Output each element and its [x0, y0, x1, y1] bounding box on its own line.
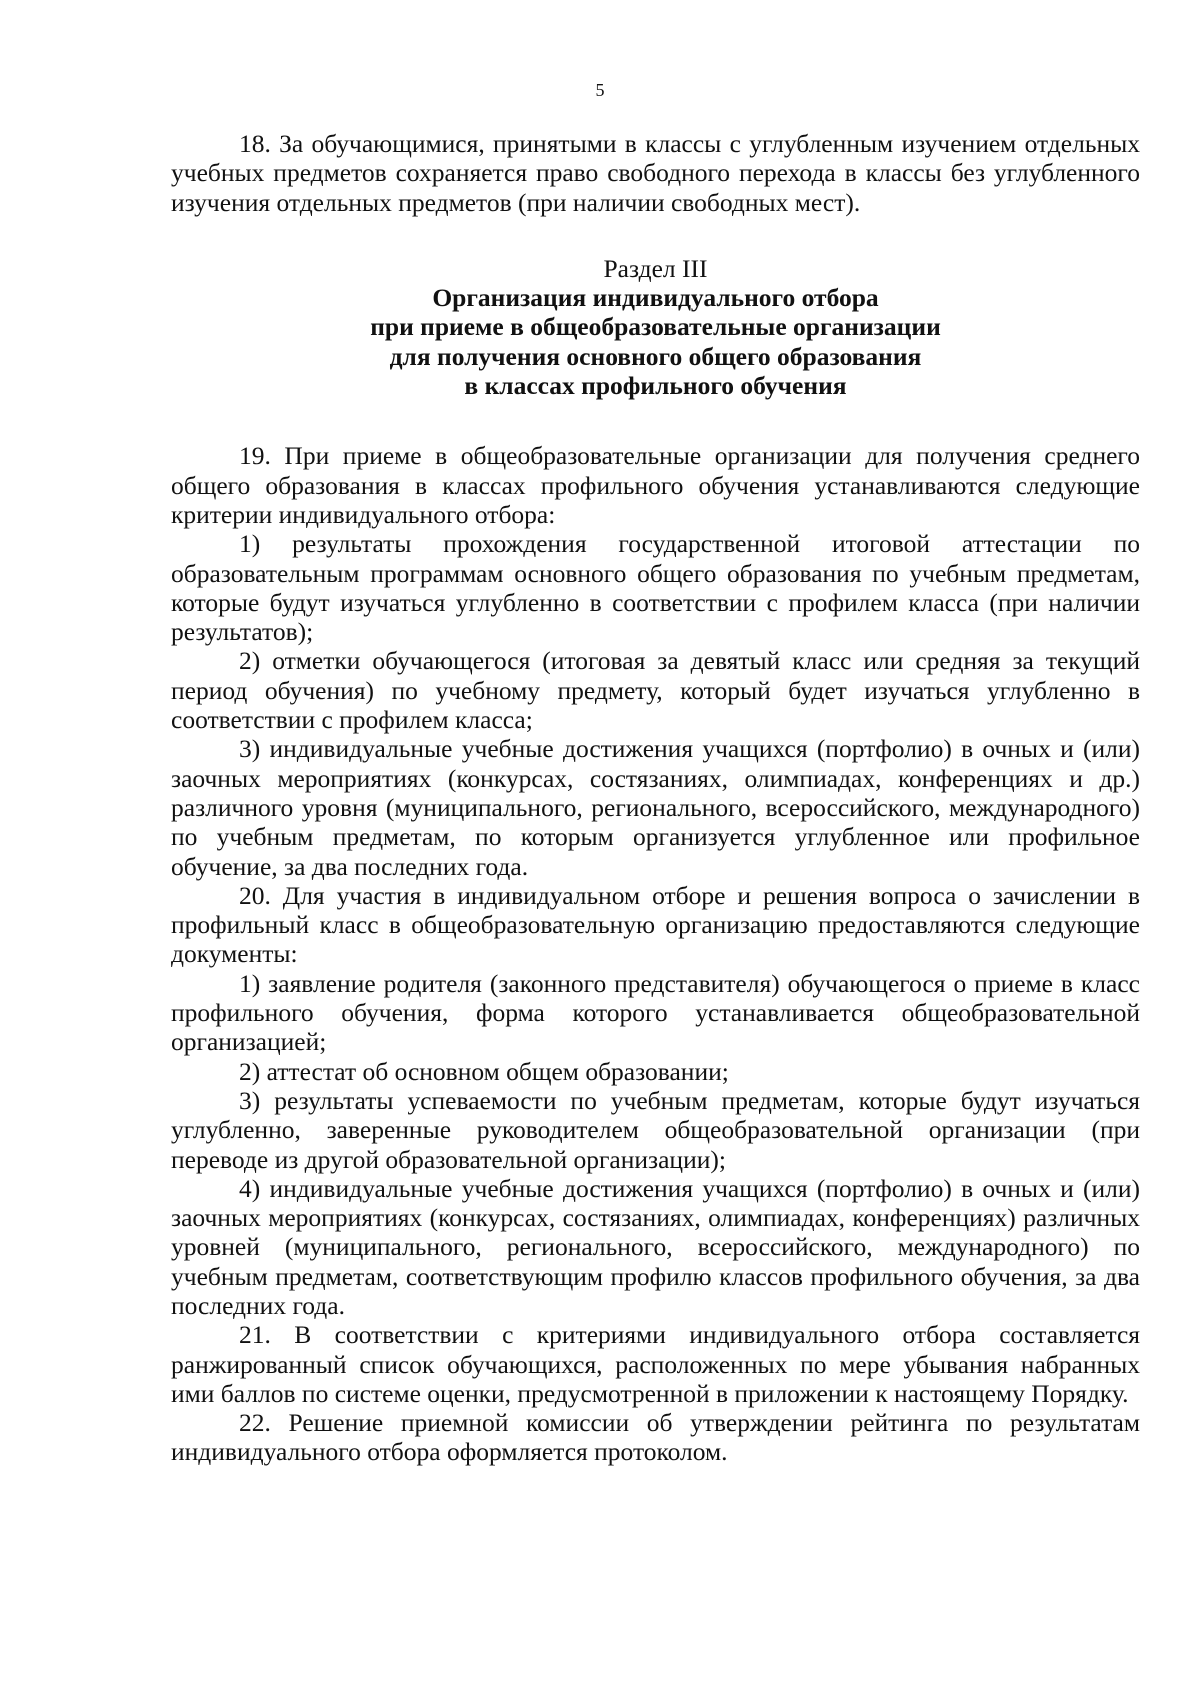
paragraph-20-item-3: 3) результаты успеваемости по учебным предметам, которые будут изучаться углубленно, заверенные руководителем общеобразовательной организации (при переводе из другой образовательной организации); — [171, 1085, 1140, 1174]
paragraph-22: 22. Решение приемной комиссии об утверждении рейтинга по результатам индивидуального отбора оформляется протоколом. — [171, 1408, 1140, 1467]
section-title-line: для получения основного общего образования — [389, 341, 922, 371]
document-body — [171, 129, 1140, 1467]
section-title — [171, 283, 1140, 400]
paragraph-19-item-3: 3) индивидуальные учебные достижения учащихся (портфолио) в очных и (или) заочных мероприятиях (конкурсах, состязаниях, олимпиадах, конференциях и др.) различного уровня (муниципального, регионального, всероссийского, международного) по учебным предметам, по которым организуется углубленное или профильное обучение, за два последних года. — [171, 734, 1140, 881]
paragraph-19-intro: 19. При приеме в общеобразовательные организации для получения среднего общего образования в классах профильного обучения устанавливаются следующие критерии индивидуального отбора: — [171, 441, 1140, 529]
paragraph-19-item-1: 1) результаты прохождения государственной итоговой аттестации по образовательным программам основного общего образования по учебным предметам, которые будут изучаться углубленно в соответствии с профилем класса (при наличии результатов); — [171, 529, 1140, 647]
paragraph-20-item-2: 2) аттестат об основном общем образовании; — [239, 1056, 729, 1086]
page-number: 5 — [595, 80, 605, 100]
paragraph-18: 18. За обучающимися, принятыми в классы с углубленным изучением отдельных учебных предметов сохраняется право свободного перехода в классы без углубленного изучения отдельных предметов (при наличии свободных мест). — [171, 129, 1140, 217]
section-title-line: Организация индивидуального отбора — [432, 283, 879, 313]
paragraph-20-item-1: 1) заявление родителя (законного представителя) обучающегося о приеме в класс профильного обучения, форма которого устанавливается общеобразовательной организацией; — [171, 968, 1140, 1057]
section-heading — [171, 254, 1140, 400]
section-label: Раздел III — [603, 253, 708, 283]
paragraph-19-item-2: 2) отметки обучающегося (итоговая за девятый класс или средняя за текущий период обучения) по учебному предмету, который будет изучаться углубленно в соответствии с профилем класса; — [171, 646, 1140, 735]
paragraph-21: 21. В соответствии с критериями индивидуального отбора составляется ранжированный список обучающихся, расположенных по мере убывания набранных ими баллов по системе оценки, предусмотренной в приложении к настоящему Порядку. — [171, 1320, 1140, 1408]
section-title-line: в классах профильного обучения — [464, 371, 847, 401]
paragraph-20-item-4: 4) индивидуальные учебные достижения учащихся (портфолио) в очных и (или) заочных мероприятиях (конкурсах, состязаниях, олимпиадах, конференциях) различных уровней (муниципального, регионального, всероссийского, международного) по учебным предметам, соответствующим профилю классов профильного обучения, за два последних года. — [171, 1173, 1140, 1320]
section-title-line: при приеме в общеобразовательные организации — [370, 312, 941, 342]
paragraph-20-intro: 20. Для участия в индивидуальном отборе и решения вопроса о зачислении в профильный класс в общеобразовательную организацию предоставляются следующие документы: — [171, 880, 1140, 969]
